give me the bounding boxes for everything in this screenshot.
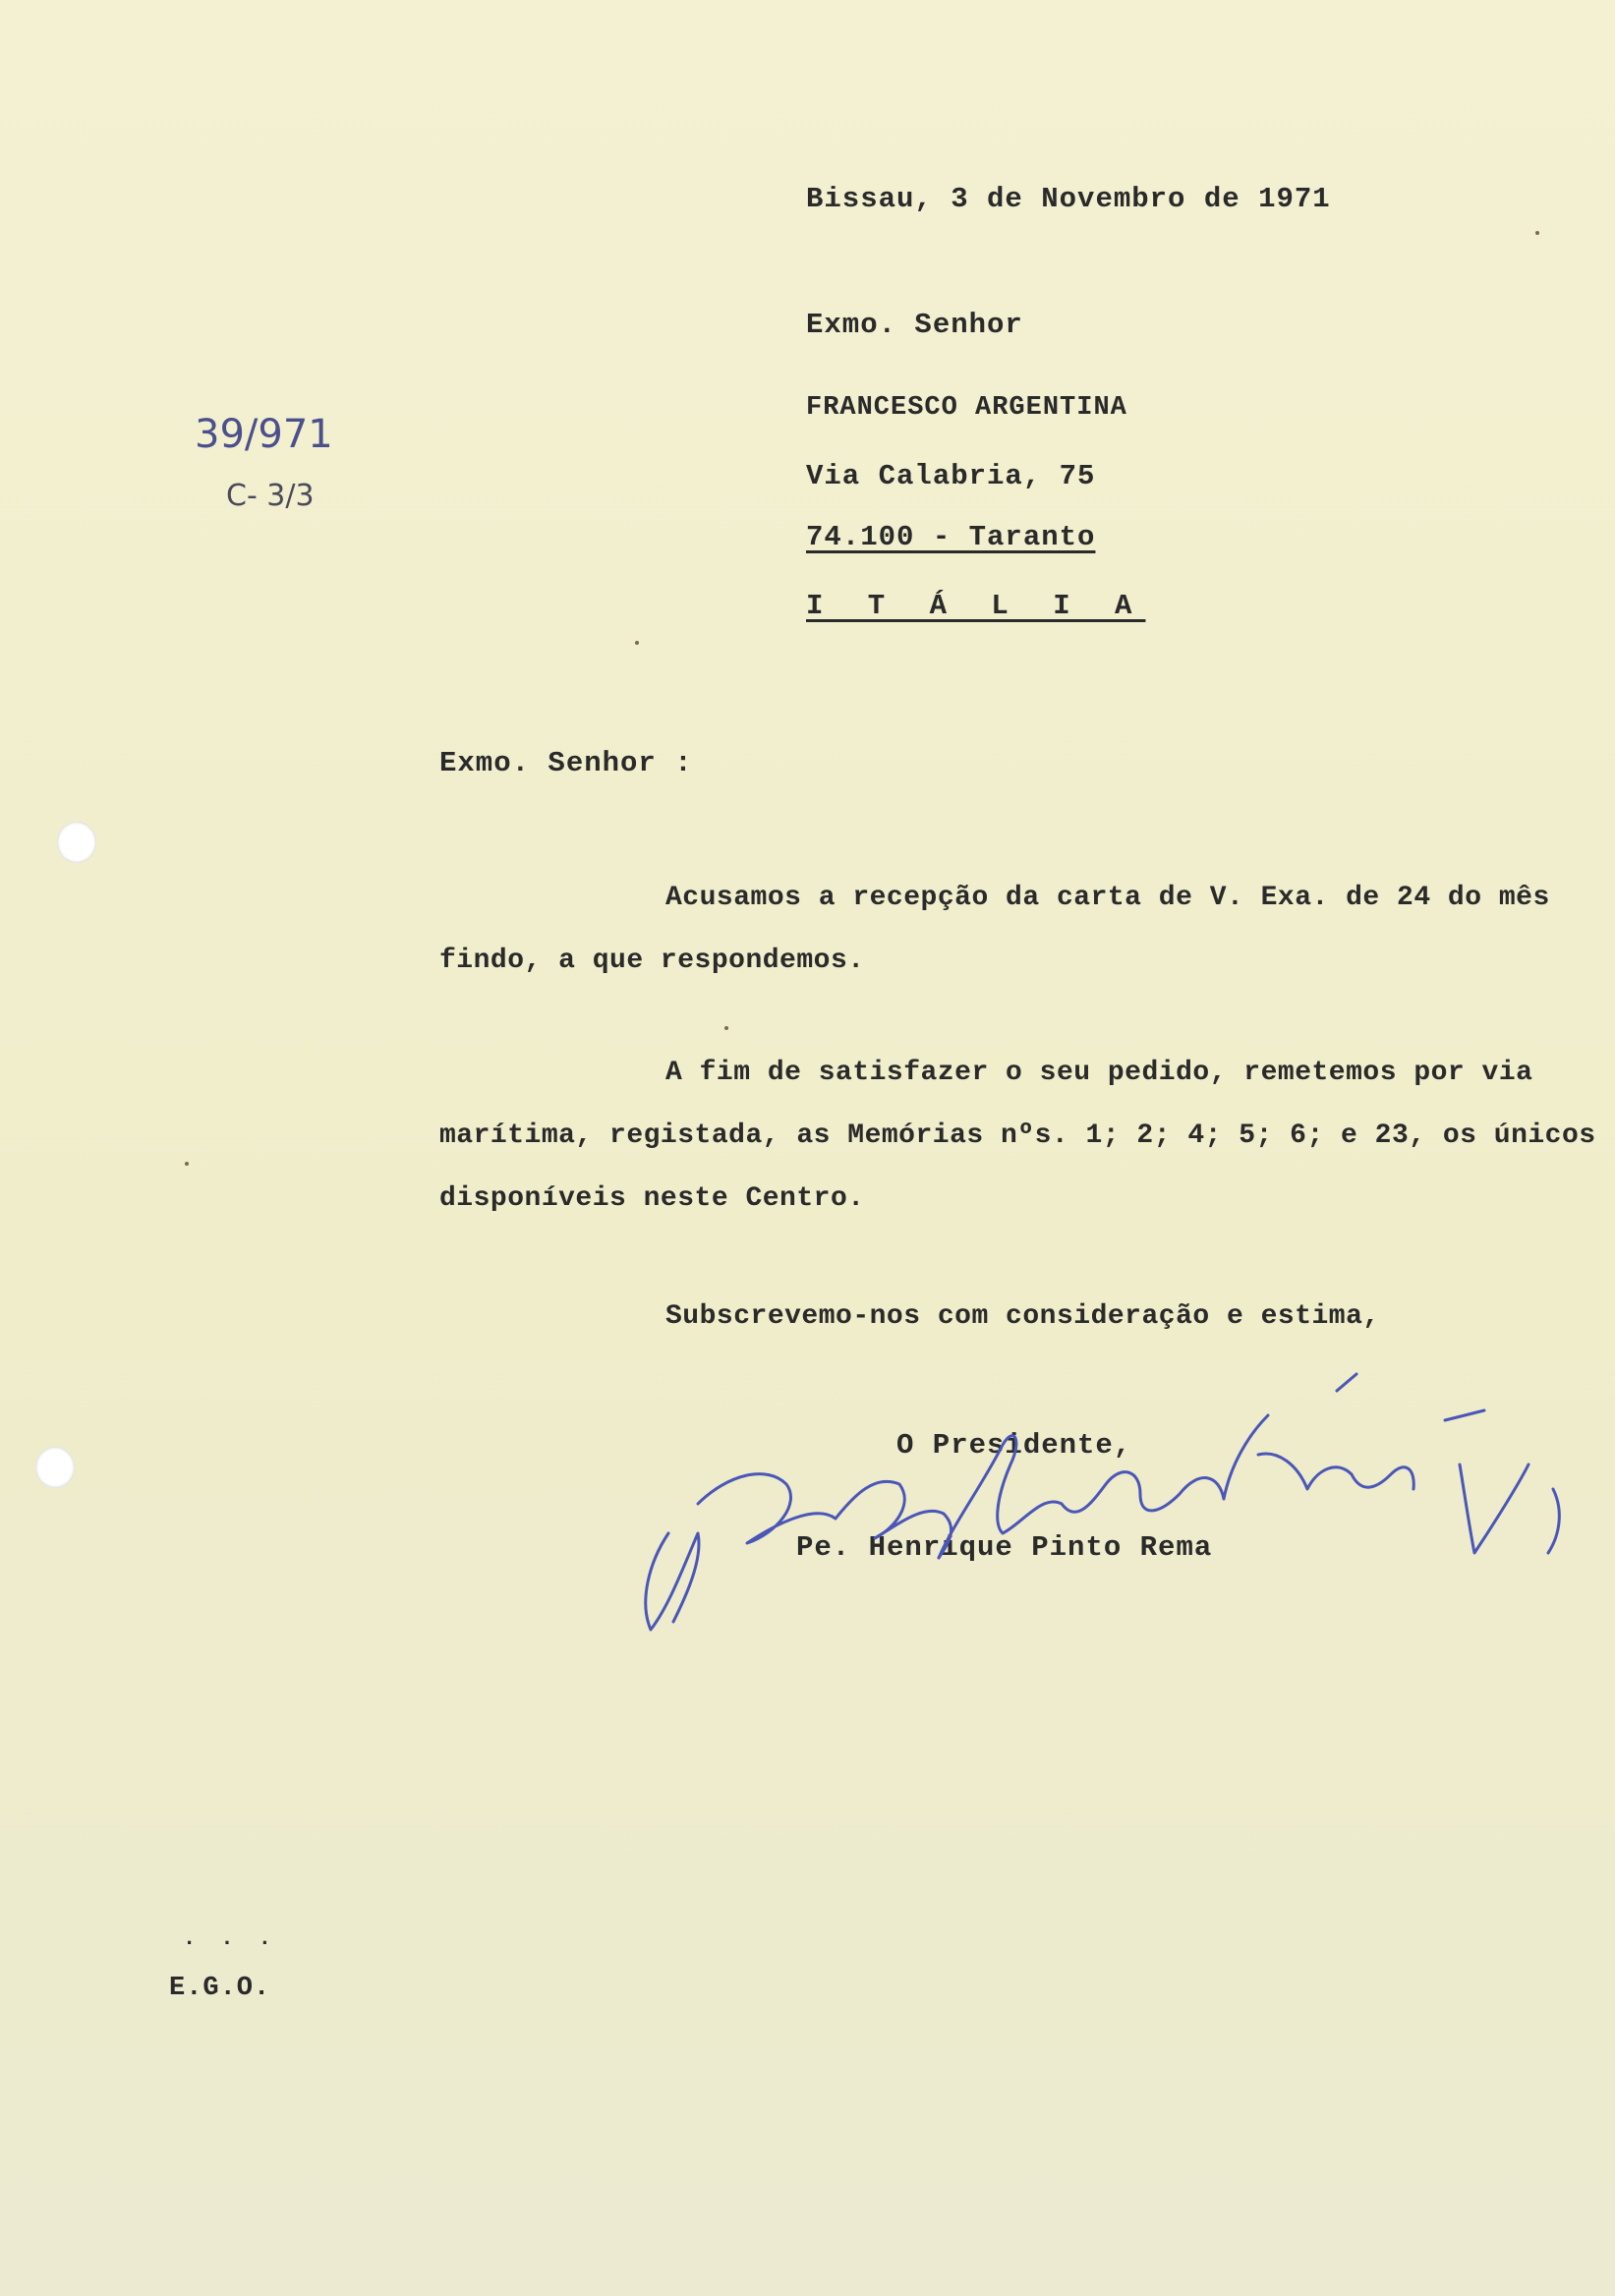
punch-hole-bottom xyxy=(35,1447,75,1488)
recipient-name: FRANCESCO ARGENTINA xyxy=(806,393,1127,423)
handwritten-signature xyxy=(629,1356,1602,1651)
paper-speck xyxy=(185,1162,189,1166)
letter-salutation: Exmo. Senhor : xyxy=(439,747,693,779)
address-salutation: Exmo. Senhor xyxy=(806,309,1023,341)
paper-speck xyxy=(1535,231,1539,235)
date-line: Bissau, 3 de Novembro de 1971 xyxy=(806,183,1331,215)
typist-initials: E.G.O. xyxy=(169,1974,271,2003)
paragraph-receipt: Acusamos a recepção da carta de V. Exa. de 24 do mês findo, a que respondemos. xyxy=(439,883,1550,976)
footer-dots: . . . xyxy=(183,1926,278,1951)
reference-code: C- 3/3 xyxy=(226,479,315,513)
paragraph-closing: Subscrevemo-nos com consideração e estima, xyxy=(665,1301,1380,1332)
signatory-name: Pe. Henrique Pinto Rema xyxy=(796,1531,1213,1564)
punch-hole-top xyxy=(57,822,96,863)
reference-number: 39/971 xyxy=(195,412,333,457)
paper-speck xyxy=(724,1026,728,1030)
recipient-country: I T Á L I A xyxy=(806,590,1146,622)
paragraph-request: A fim de satisfazer o seu pedido, remetemos por via marítima, registada, as Memórias nºs. 1; 2; 4; 5; 6; e 23, os únicos disponíveis neste Centro. xyxy=(439,1058,1596,1214)
closing-title: O Presidente, xyxy=(896,1429,1132,1462)
paper-speck xyxy=(635,641,639,645)
recipient-city: 74.100 - Taranto xyxy=(806,521,1096,553)
recipient-street: Via Calabria, 75 xyxy=(806,460,1096,492)
